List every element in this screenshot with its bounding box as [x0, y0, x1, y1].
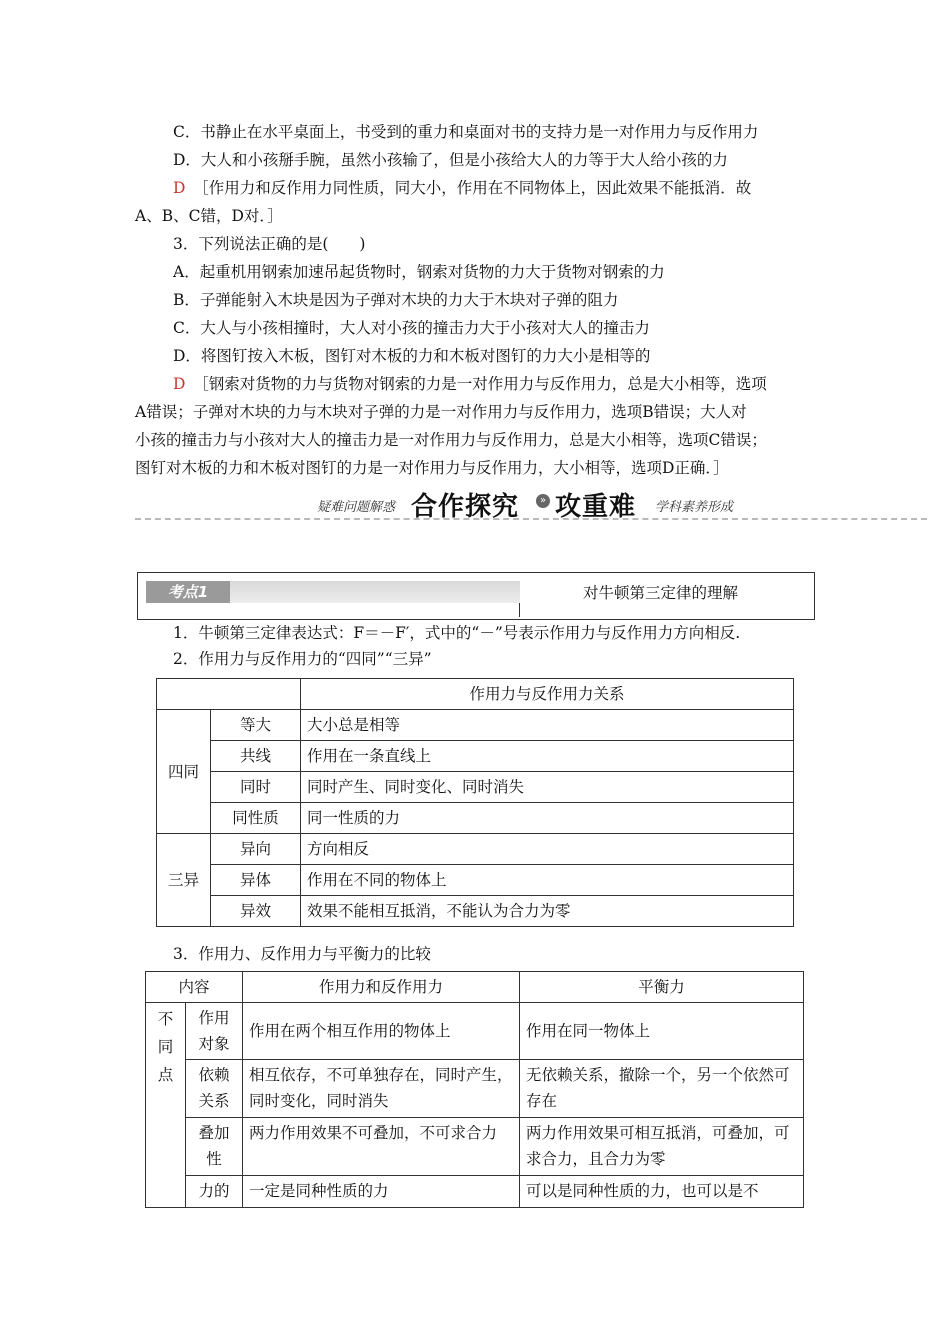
table-cell: 无依赖关系，撤除一个，另一个依然可存在 — [520, 1060, 804, 1118]
table-cell: 方向相反 — [301, 834, 794, 865]
option-c-q2: C．书静止在水平桌面上，书受到的重力和桌面对书的支持力是一对作用力与反作用力 — [173, 123, 759, 141]
answer-text: ［作用力和反作用力同性质，同大小，作用在不同物体上，因此效果不能抵消．故 — [200, 179, 752, 197]
banner-left-text: 疑难问题解惑 — [317, 500, 396, 515]
group-label: 三异 — [157, 834, 211, 927]
table-cell: 异效 — [211, 896, 301, 927]
table-cell: 共线 — [211, 741, 301, 772]
answer-q3-cont1: A错误；子弹对木块的力与木块对子弹的力是一对作用力与反作用力，选项B错误；大人对 — [135, 403, 747, 421]
answer-text: ［钢索对货物的力与货物对钢索的力是一对作用力与反作用力，总是大小相等，选项 — [200, 375, 767, 393]
double-arrow-icon: » — [536, 494, 550, 508]
banner-right-text: 学科素养形成 — [655, 500, 734, 515]
table-cell: 作用在不同的物体上 — [301, 865, 794, 896]
answer-q3 — [173, 370, 853, 398]
table-cell: 大小总是相等 — [301, 710, 794, 741]
table-cell: 同一性质的力 — [301, 803, 794, 834]
option-c-q3: C．大人与小孩相撞时，大人对小孩的撞击力大于小孩对大人的撞击力 — [173, 319, 650, 337]
table-header: 平衡力 — [520, 972, 804, 1003]
point-1: 1．牛顿第三定律表达式：F＝－F′，式中的“－”号表示作用力与反作用力方向相反. — [173, 624, 741, 642]
table-cell: 相互依存，不可单独存在，同时产生，同时变化，同时消失 — [243, 1060, 520, 1118]
table-cell: 异体 — [211, 865, 301, 896]
banner-title-1: 合作探究 — [411, 492, 520, 522]
table-cell: 等大 — [211, 710, 301, 741]
answer-q3-cont3: 图钉对木板的力和木板对图钉的力是一对作用力与反作用力，大小相等，选项D正确．］ — [135, 459, 729, 477]
kaodian-tag-bar — [146, 581, 520, 603]
four-same-three-diff-table — [156, 678, 794, 927]
table-header: 作用力和反作用力 — [243, 972, 520, 1003]
section-banner — [135, 488, 927, 524]
option-b-q3: B．子弹能射入木块是因为子弹对木块的力大于木块对子弹的阻力 — [173, 291, 619, 309]
divider — [519, 603, 520, 617]
kaodian-title: 对牛顿第三定律的理解 — [583, 584, 739, 602]
group-label: 不同点 — [146, 1003, 186, 1208]
table-cell: 力的 — [186, 1176, 243, 1208]
table-cell: 同性质 — [211, 803, 301, 834]
table-cell: 两力作用效果可相互抵消，可叠加，可求合力，且合力为零 — [520, 1118, 804, 1176]
option-a-q3: A．起重机用钢索加速吊起货物时，钢索对货物的力大于货物对钢索的力 — [173, 263, 665, 281]
table-cell: 同时产生、同时变化、同时消失 — [301, 772, 794, 803]
answer-letter: D — [173, 179, 186, 197]
answer-q2 — [173, 174, 853, 202]
table-cell: 叠加性 — [186, 1118, 243, 1176]
option-d-q2: D．大人和小孩掰手腕，虽然小孩输了，但是小孩给大人的力等于大人给小孩的力 — [173, 151, 728, 169]
table-cell: 作用在同一物体上 — [520, 1003, 804, 1060]
table-cell: 作用在一条直线上 — [301, 741, 794, 772]
table-cell: 同时 — [211, 772, 301, 803]
point-3: 3．作用力、反作用力与平衡力的比较 — [173, 945, 431, 963]
answer-letter: D — [173, 375, 186, 393]
comparison-table — [145, 971, 804, 1208]
banner-title-2: 攻重难 — [555, 492, 637, 522]
kaodian-tag: 考点1 — [146, 581, 230, 603]
answer-q2-cont: A、B、C错，D对．］ — [135, 207, 283, 225]
table-cell: 异向 — [211, 834, 301, 865]
table-cell: 两力作用效果不可叠加，不可求合力 — [243, 1118, 520, 1176]
point-2: 2．作用力与反作用力的“四同”“三异” — [173, 650, 432, 668]
table-header: 作用力与反作用力关系 — [301, 679, 794, 710]
table-cell: 效果不能相互抵消，不能认为合力为零 — [301, 896, 794, 927]
kaodian-box — [137, 572, 815, 620]
table-cell — [157, 679, 301, 710]
question-3: 3．下列说法正确的是( ) — [173, 235, 366, 253]
table-header: 内容 — [146, 972, 243, 1003]
table-cell: 作用在两个相互作用的物体上 — [243, 1003, 520, 1060]
banner-divider — [135, 518, 927, 520]
answer-q3-cont2: 小孩的撞击力与小孩对大人的撞击力是一对作用力与反作用力，总是大小相等，选项C错误； — [135, 431, 767, 449]
table-cell: 一定是同种性质的力 — [243, 1176, 520, 1208]
group-label: 四同 — [157, 710, 211, 834]
option-d-q3: D．将图钉按入木板，图钉对木板的力和木板对图钉的力大小是相等的 — [173, 347, 651, 365]
table-cell: 可以是同种性质的力，也可以是不 — [520, 1176, 804, 1208]
table-cell: 作用对象 — [186, 1003, 243, 1060]
table-cell: 依赖关系 — [186, 1060, 243, 1118]
